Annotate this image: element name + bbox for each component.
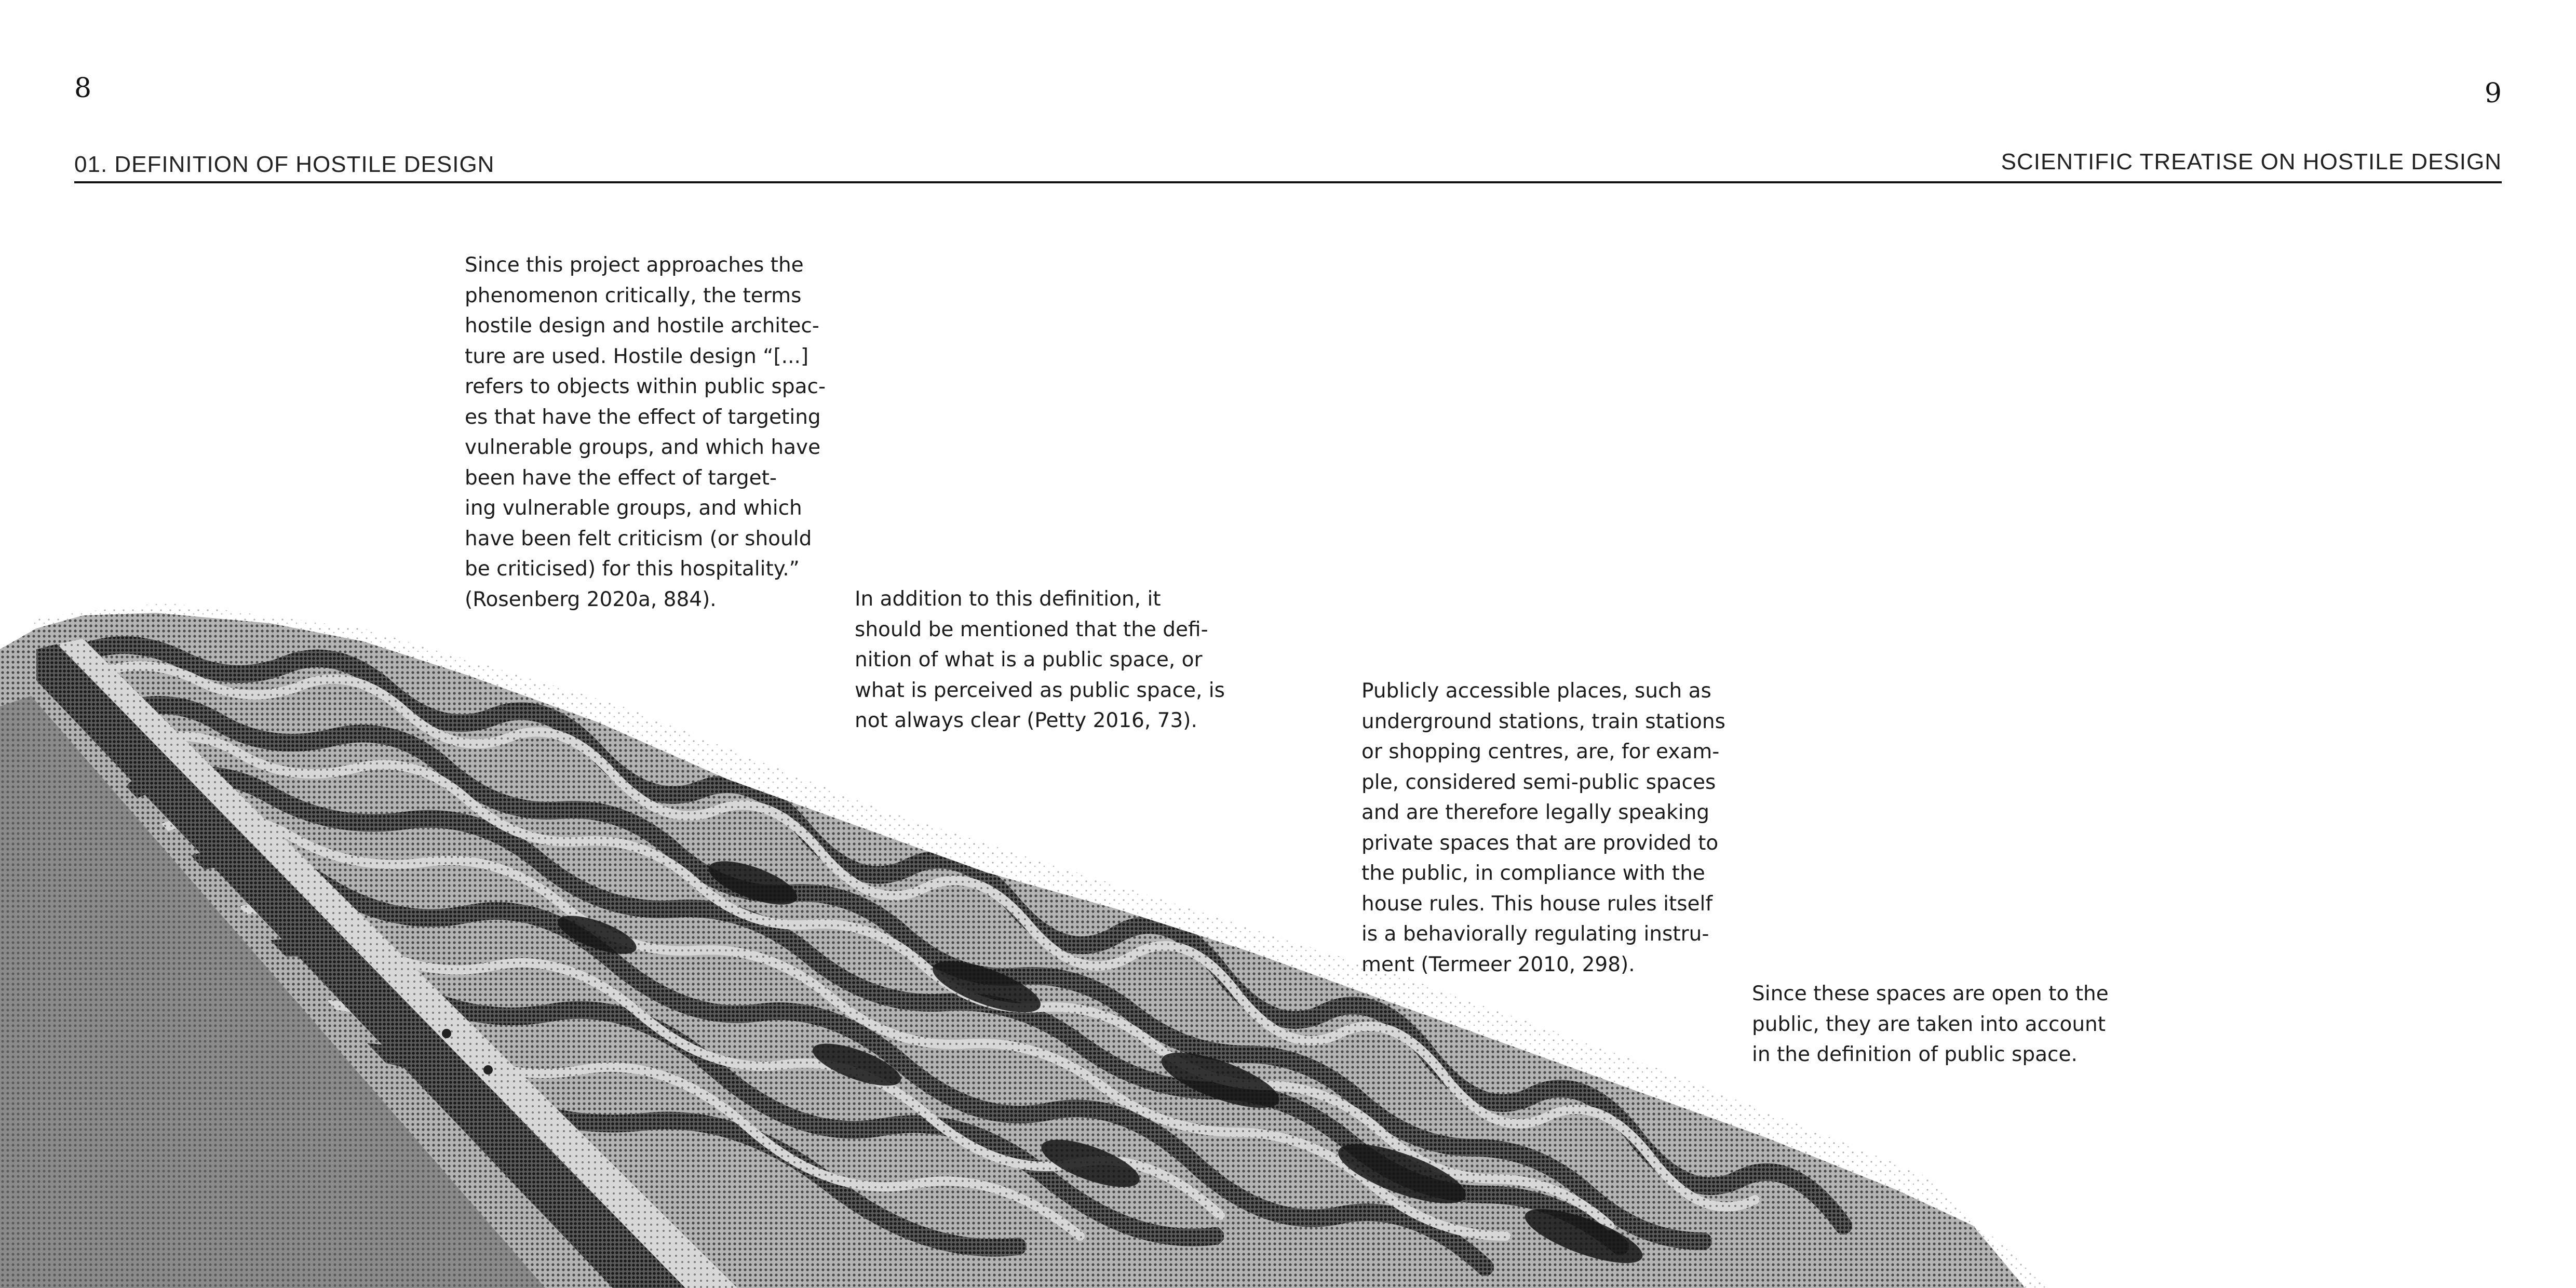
paragraph-definition: Since this project approaches the phenomenon critically, the terms hostile design and hostile architec- ture are used. Hostile design “[...] refers to objects within public spac- es that have the effect of targeting vulnerable groups, and which have been have the effect of target- ing vulnerable groups, and which have been felt criticism (or should be criticised) for this hospitality.” (Rosenberg 2020a, 884). (465, 253, 826, 611)
running-header-right: SCIENTIFIC TREATISE ON HOSTILE DESIGN (2001, 149, 2502, 175)
page-number-left: 8 (74, 73, 92, 104)
header-rule (74, 181, 2502, 183)
running-header-left: 01. DEFINITION OF HOSTILE DESIGN (74, 152, 495, 177)
paragraph-public-space: In addition to this definition, it should be mentioned that the defi- nition of what is a public space, or what is perceived as public space, is not always clear (Petty 2016, 73). (855, 587, 1225, 732)
paragraph-open-spaces: Since these spaces are open to the public, they are taken into account in the definition of public space. (1752, 982, 2109, 1066)
page-number-right: 9 (2484, 78, 2502, 109)
paragraph-semi-public-spaces: Publicly accessible places, such as underground stations, train stations or shopping centres, are, for exam- ple, considered semi-public spaces and are therefore legally speaking private spaces that are provided to the public, in compliance with the house rules. This house rules itself is a behaviorally regulating instru- ment (Termeer 2010, 298). (1361, 679, 1725, 976)
